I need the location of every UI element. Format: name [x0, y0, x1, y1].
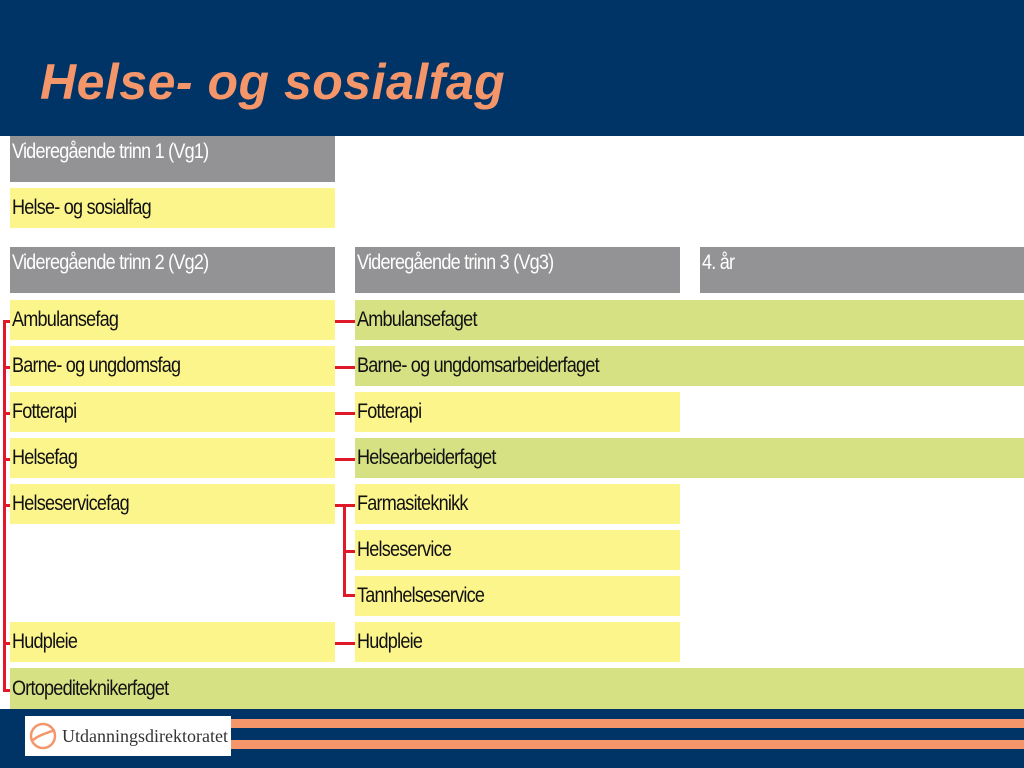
vg3-program: Tannhelseservice — [355, 576, 680, 616]
vg3-program: Ambulansefaget — [355, 300, 1024, 340]
vg3-program: Helseservice — [355, 530, 680, 570]
vg2-program: Ambulansefag — [10, 300, 335, 340]
vg2-vg3-connector — [335, 642, 356, 645]
logo-emblem-icon — [28, 721, 58, 751]
vg2-vg3-connector — [335, 412, 356, 415]
vg3-program: Barne- og ungdomsarbeiderfaget — [355, 346, 1024, 386]
vg2-program: Helsefag — [10, 438, 335, 478]
header-vg1: Videregående trinn 1 (Vg1) — [10, 136, 335, 182]
logo — [25, 716, 231, 756]
vg2-program: Hudpleie — [10, 622, 335, 662]
vg2-vg3-connector — [335, 458, 356, 461]
header-vg2: Videregående trinn 2 (Vg2) — [10, 247, 335, 293]
vg2-program: Barne- og ungdomsfag — [10, 346, 335, 386]
vg3-program: Helsearbeiderfaget — [355, 438, 1024, 478]
vg2-vg3-connector — [335, 320, 356, 323]
vg3-program: Hudpleie — [355, 622, 680, 662]
footer-stripe — [231, 740, 1024, 749]
header-vg3: Videregående trinn 3 (Vg3) — [355, 247, 680, 293]
header-year4: 4. år — [700, 247, 1024, 293]
vg2-program: Ortopediteknikerfaget — [10, 668, 1024, 709]
vg1-helse-og-sosialfag: Helse- og sosialfag — [10, 188, 335, 228]
program-diagram — [0, 136, 1024, 709]
vg2-program: Helseservicefag — [10, 484, 335, 524]
vg3-program: Farmasiteknikk — [355, 484, 680, 524]
footer-stripe — [231, 719, 1024, 728]
vg3-program: Fotterapi — [355, 392, 680, 432]
vg2-program: Fotterapi — [10, 392, 335, 432]
vg2-vg3-connector — [335, 366, 356, 369]
slide-title: Helse- og sosialfag — [40, 54, 506, 110]
logo-text: Utdanningsdirektoratet — [62, 725, 228, 746]
